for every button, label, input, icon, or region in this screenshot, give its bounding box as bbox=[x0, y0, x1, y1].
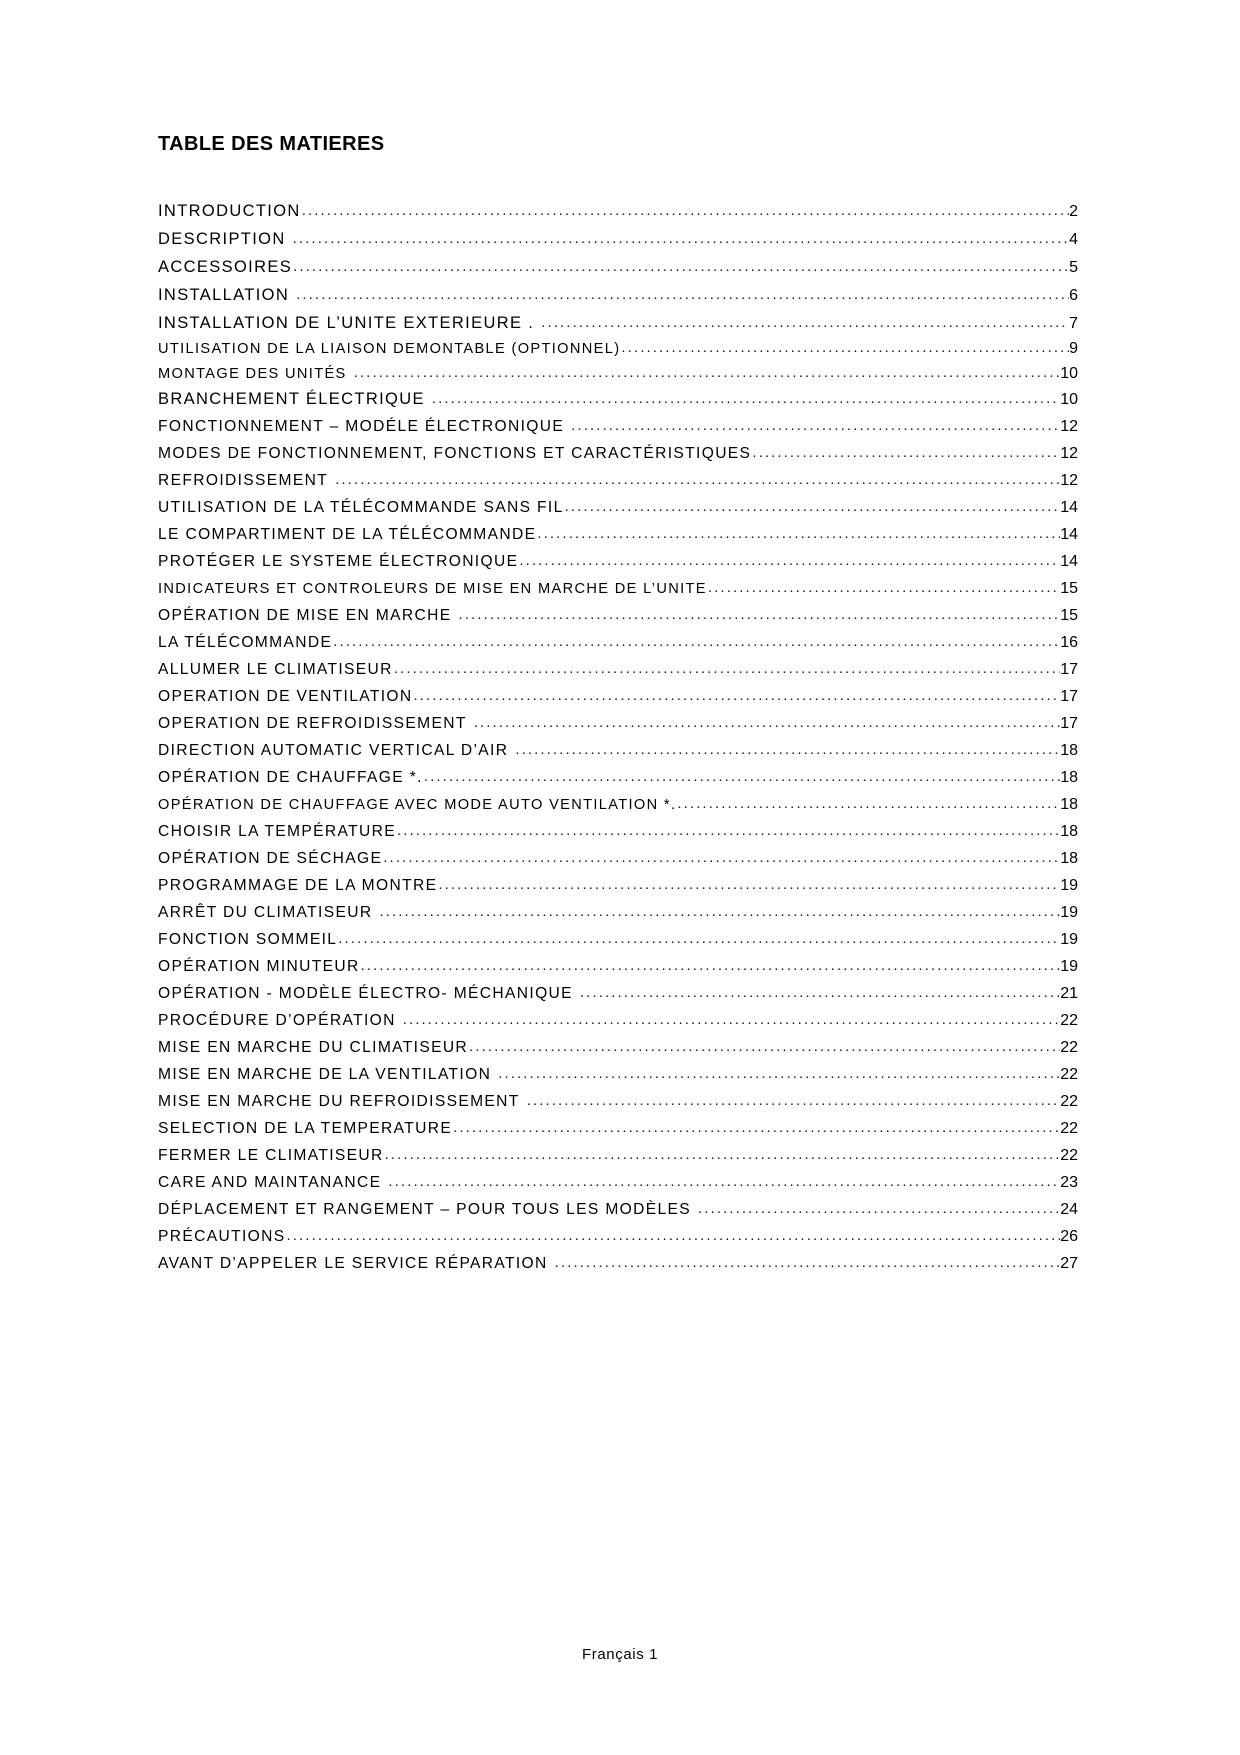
toc-entry-label: OPERATION DE VENTILATION bbox=[158, 688, 413, 705]
toc-entry-label: REFROIDISSEMENT bbox=[158, 472, 329, 489]
toc-entry-label: DÉPLACEMENT ET RANGEMENT – POUR TOUS LES MODÈLES bbox=[158, 1201, 692, 1218]
toc-entry[interactable] bbox=[158, 959, 1078, 975]
toc-dot-leader bbox=[338, 931, 1060, 946]
toc-entry[interactable] bbox=[158, 527, 1078, 543]
toc-entry-label: UTILISATION DE LA LIAISON DEMONTABLE (OPTIONNEL) bbox=[158, 341, 621, 357]
toc-entry-label: OPÉRATION DE SÉCHAGE bbox=[158, 850, 383, 867]
toc-dot-leader bbox=[394, 661, 1060, 676]
toc-entry-page-number: 22 bbox=[1060, 1066, 1078, 1083]
toc-entry-label: SELECTION DE LA TEMPERATURE bbox=[158, 1120, 453, 1137]
toc-entry-label: MONTAGE DES UNITÉS bbox=[158, 366, 347, 382]
toc-entry[interactable] bbox=[158, 1121, 1078, 1137]
toc-entry-label: MISE EN MARCHE DU CLIMATISEUR bbox=[158, 1039, 469, 1056]
toc-dot-leader bbox=[677, 796, 1060, 811]
toc-entry-page-number: 12 bbox=[1060, 472, 1078, 489]
toc-entry-label: ALLUMER LE CLIMATISEUR bbox=[158, 661, 393, 678]
toc-dot-leader bbox=[527, 1093, 1061, 1108]
toc-entry[interactable] bbox=[158, 716, 1078, 732]
toc-entry-label: LA TÉLÉCOMMANDE bbox=[158, 634, 333, 651]
toc-entry-page-number: 24 bbox=[1060, 1201, 1078, 1218]
toc-dot-leader bbox=[293, 259, 1069, 274]
toc-dot-leader bbox=[293, 231, 1069, 246]
toc-entry[interactable] bbox=[158, 1202, 1078, 1218]
toc-entry-label: PROCÉDURE D’OPÉRATION bbox=[158, 1012, 396, 1029]
toc-dot-leader bbox=[361, 958, 1061, 973]
toc-entry-page-number: 14 bbox=[1060, 553, 1078, 570]
toc-entry-page-number: 16 bbox=[1060, 634, 1078, 651]
toc-entry[interactable] bbox=[158, 905, 1078, 921]
toc-entry-label: OPERATION DE REFROIDISSEMENT bbox=[158, 715, 467, 732]
toc-entry[interactable] bbox=[158, 1067, 1078, 1083]
toc-entry-label: MISE EN MARCHE DE LA VENTILATION bbox=[158, 1066, 492, 1083]
toc-entry-label: MODES DE FONCTIONNEMENT, FONCTIONS ET CARACTÉRISTIQUES bbox=[158, 445, 752, 462]
toc-entry-page-number: 14 bbox=[1060, 499, 1078, 516]
toc-dot-leader bbox=[333, 634, 1060, 649]
toc-dot-leader bbox=[580, 985, 1060, 1000]
toc-entry[interactable] bbox=[158, 419, 1078, 435]
toc-list bbox=[158, 203, 1078, 1272]
toc-dot-leader bbox=[698, 1201, 1060, 1216]
toc-entry-page-number: 15 bbox=[1060, 607, 1078, 624]
toc-dot-leader bbox=[515, 742, 1060, 757]
toc-entry-label: MISE EN MARCHE DU REFROIDISSEMENT bbox=[158, 1093, 520, 1110]
toc-dot-leader bbox=[519, 553, 1060, 568]
toc-dot-leader bbox=[621, 340, 1069, 355]
toc-entry-page-number: 18 bbox=[1060, 769, 1078, 786]
toc-dot-leader bbox=[453, 1120, 1060, 1135]
toc-entry[interactable] bbox=[158, 878, 1078, 894]
toc-entry-page-number: 9 bbox=[1069, 340, 1078, 357]
toc-dot-leader bbox=[541, 315, 1069, 330]
toc-entry[interactable] bbox=[158, 824, 1078, 840]
toc-entry-label: BRANCHEMENT ÉLECTRIQUE bbox=[158, 390, 425, 408]
toc-entry-label: OPÉRATION DE MISE EN MARCHE bbox=[158, 607, 452, 624]
toc-entry-page-number: 27 bbox=[1060, 1255, 1078, 1272]
toc-entry-label: INDICATEURS ET CONTROLEURS DE MISE EN MARCHE DE L’UNITE bbox=[158, 581, 707, 597]
toc-entry-label: UTILISATION DE LA TÉLÉCOMMANDE SANS FIL bbox=[158, 499, 564, 516]
toc-dot-leader bbox=[459, 607, 1061, 622]
toc-dot-leader bbox=[414, 688, 1061, 703]
toc-dot-leader bbox=[397, 823, 1060, 838]
toc-entry-label: OPÉRATION - MODÈLE ÉLECTRO- MÉCHANIQUE bbox=[158, 985, 573, 1002]
toc-entry-label: OPÉRATION DE CHAUFFAGE *. bbox=[158, 769, 423, 786]
toc-entry[interactable] bbox=[158, 635, 1078, 651]
toc-entry-page-number: 21 bbox=[1060, 985, 1078, 1002]
toc-entry-page-number: 17 bbox=[1060, 661, 1078, 678]
toc-dot-leader bbox=[571, 418, 1060, 433]
toc-entry[interactable] bbox=[158, 1256, 1078, 1272]
toc-entry[interactable] bbox=[158, 689, 1078, 705]
page-footer: Français 1 bbox=[581, 1646, 659, 1663]
toc-entry[interactable] bbox=[158, 231, 1078, 248]
toc-dot-leader bbox=[555, 1255, 1061, 1270]
toc-entry-page-number: 18 bbox=[1060, 796, 1078, 813]
toc-entry-page-number: 5 bbox=[1069, 259, 1078, 276]
toc-entry[interactable] bbox=[158, 770, 1078, 786]
toc-entry-label: DIRECTION AUTOMATIC VERTICAL D’AIR bbox=[158, 742, 509, 759]
toc-entry-page-number: 23 bbox=[1060, 1174, 1078, 1191]
toc-entry-page-number: 22 bbox=[1060, 1120, 1078, 1137]
toc-container bbox=[158, 133, 1078, 1272]
toc-entry-page-number: 18 bbox=[1060, 823, 1078, 840]
toc-entry-label: CARE AND MAINTANANCE bbox=[158, 1174, 382, 1191]
toc-dot-leader bbox=[708, 580, 1060, 595]
toc-entry-page-number: 19 bbox=[1060, 877, 1078, 894]
page-title: TABLE DES MATIERES bbox=[158, 133, 385, 155]
toc-entry[interactable] bbox=[158, 932, 1078, 948]
toc-entry-page-number: 22 bbox=[1060, 1039, 1078, 1056]
toc-entry-label: ACCESSOIRES bbox=[158, 258, 293, 276]
toc-entry-label: AVANT D’APPELER LE SERVICE RÉPARATION bbox=[158, 1255, 548, 1272]
toc-entry-label: OPÉRATION DE CHAUFFAGE AVEC MODE AUTO VENTILATION *. bbox=[158, 797, 677, 813]
toc-entry[interactable] bbox=[158, 1013, 1078, 1029]
toc-entry-page-number: 10 bbox=[1060, 391, 1078, 408]
toc-entry-label: LE COMPARTIMENT DE LA TÉLÉCOMMANDE bbox=[158, 526, 537, 543]
toc-entry[interactable] bbox=[158, 287, 1078, 304]
toc-entry-label: FONCTION SOMMEIL bbox=[158, 931, 338, 948]
toc-entry[interactable] bbox=[158, 315, 1078, 332]
toc-dot-leader bbox=[287, 1228, 1061, 1243]
toc-dot-leader bbox=[469, 1039, 1060, 1054]
toc-dot-leader bbox=[354, 365, 1061, 380]
toc-entry-label: PRÉCAUTIONS bbox=[158, 1228, 286, 1245]
toc-entry-page-number: 2 bbox=[1069, 203, 1078, 220]
toc-entry[interactable] bbox=[158, 446, 1078, 462]
toc-entry[interactable] bbox=[158, 1148, 1078, 1164]
toc-entry[interactable] bbox=[158, 1040, 1078, 1056]
toc-entry-label: ARRÊT DU CLIMATISEUR bbox=[158, 904, 373, 921]
toc-entry[interactable] bbox=[158, 797, 1078, 813]
toc-entry[interactable] bbox=[158, 851, 1078, 867]
toc-entry-label: PROGRAMMAGE DE LA MONTRE bbox=[158, 877, 438, 894]
toc-entry-label: FERMER LE CLIMATISEUR bbox=[158, 1147, 384, 1164]
toc-entry-page-number: 19 bbox=[1060, 931, 1078, 948]
toc-entry[interactable] bbox=[158, 1175, 1078, 1191]
toc-dot-leader bbox=[432, 391, 1060, 406]
toc-entry[interactable] bbox=[158, 500, 1078, 516]
toc-entry-page-number: 22 bbox=[1060, 1147, 1078, 1164]
toc-entry[interactable] bbox=[158, 743, 1078, 759]
toc-dot-leader bbox=[403, 1012, 1060, 1027]
toc-entry-page-number: 22 bbox=[1060, 1093, 1078, 1110]
toc-entry[interactable] bbox=[158, 203, 1078, 220]
toc-entry-page-number: 12 bbox=[1060, 445, 1078, 462]
toc-dot-leader bbox=[537, 526, 1060, 541]
toc-entry-label: INSTALLATION DE L’UNITE EXTERIEURE . bbox=[158, 314, 535, 332]
toc-entry-label: INSTALLATION bbox=[158, 286, 290, 304]
toc-entry-page-number: 7 bbox=[1069, 315, 1078, 332]
toc-dot-leader bbox=[296, 287, 1069, 302]
toc-entry-page-number: 18 bbox=[1060, 742, 1078, 759]
toc-entry-label: INTRODUCTION bbox=[158, 202, 301, 220]
toc-entry-page-number: 17 bbox=[1060, 688, 1078, 705]
toc-dot-leader bbox=[388, 1174, 1060, 1189]
toc-entry-page-number: 4 bbox=[1069, 231, 1078, 248]
toc-dot-leader bbox=[565, 499, 1061, 514]
toc-dot-leader bbox=[385, 1147, 1061, 1162]
toc-entry[interactable] bbox=[158, 581, 1078, 597]
toc-entry-page-number: 17 bbox=[1060, 715, 1078, 732]
toc-entry[interactable] bbox=[158, 473, 1078, 489]
toc-entry[interactable] bbox=[158, 662, 1078, 678]
toc-entry-page-number: 26 bbox=[1060, 1228, 1078, 1245]
toc-dot-leader bbox=[438, 877, 1060, 892]
toc-entry-label: CHOISIR LA TEMPÉRATURE bbox=[158, 823, 396, 840]
toc-dot-leader bbox=[424, 769, 1060, 784]
toc-entry-page-number: 22 bbox=[1060, 1012, 1078, 1029]
toc-entry-label: OPÉRATION MINUTEUR bbox=[158, 958, 360, 975]
toc-dot-leader bbox=[379, 904, 1060, 919]
toc-entry[interactable] bbox=[158, 608, 1078, 624]
toc-entry-page-number: 19 bbox=[1060, 958, 1078, 975]
toc-entry-label: PROTÉGER LE SYSTEME ÉLECTRONIQUE bbox=[158, 553, 519, 570]
toc-entry-page-number: 18 bbox=[1060, 850, 1078, 867]
toc-entry[interactable] bbox=[158, 1094, 1078, 1110]
toc-entry[interactable] bbox=[158, 1229, 1078, 1245]
toc-entry[interactable] bbox=[158, 259, 1078, 276]
toc-entry-page-number: 10 bbox=[1060, 365, 1078, 382]
toc-entry[interactable] bbox=[158, 391, 1078, 408]
toc-dot-leader bbox=[383, 850, 1060, 865]
toc-entry[interactable] bbox=[158, 366, 1078, 382]
toc-entry[interactable] bbox=[158, 986, 1078, 1002]
toc-dot-leader bbox=[474, 715, 1061, 730]
toc-entry-page-number: 19 bbox=[1060, 904, 1078, 921]
toc-entry-page-number: 15 bbox=[1060, 580, 1078, 597]
toc-dot-leader bbox=[302, 203, 1069, 218]
toc-dot-leader bbox=[498, 1066, 1060, 1081]
toc-entry-page-number: 14 bbox=[1060, 526, 1078, 543]
toc-dot-leader bbox=[752, 445, 1060, 460]
toc-entry-page-number: 12 bbox=[1060, 418, 1078, 435]
toc-dot-leader bbox=[335, 472, 1060, 487]
toc-entry-label: DESCRIPTION bbox=[158, 230, 286, 248]
toc-entry[interactable] bbox=[158, 554, 1078, 570]
toc-entry-page-number: 6 bbox=[1069, 287, 1078, 304]
toc-entry-label: FONCTIONNEMENT – MODÉLE ÉLECTRONIQUE bbox=[158, 418, 565, 435]
toc-entry[interactable] bbox=[158, 341, 1078, 357]
